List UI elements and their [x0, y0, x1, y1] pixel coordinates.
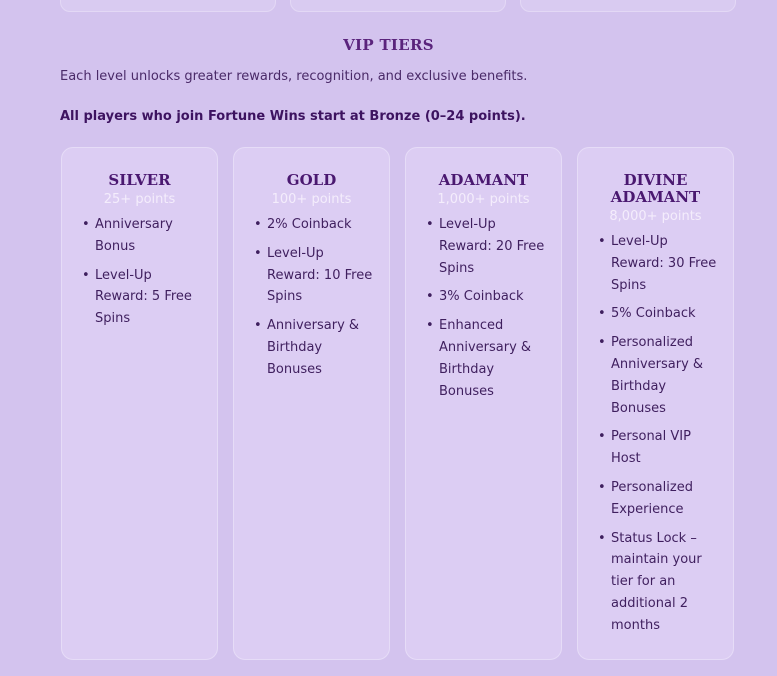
tier-name: DIVINE ADAMANT	[610, 171, 701, 206]
previous-card-3	[520, 0, 736, 12]
vip-intro-text: Each level unlocks greater rewards, recognition, and exclusive benefits.	[60, 69, 528, 84]
bronze-start-note: All players who join Fortune Wins start at Bronze (0–24 points).	[60, 109, 526, 124]
benefit-list	[406, 214, 561, 402]
tier-card-adamant	[405, 147, 562, 660]
benefit-item: • Status Lock – maintain your tier for an additional 2 months	[598, 528, 723, 637]
benefit-list	[62, 214, 217, 330]
vip-tiers-heading: VIP TIERS	[343, 36, 434, 54]
benefit-item: • 2% Coinback	[254, 214, 379, 236]
benefit-item: • Level-Up Reward: 5 Free Spins	[82, 265, 207, 330]
previous-card-1	[60, 0, 276, 12]
tier-points: 1,000+ points	[437, 192, 530, 207]
benefit-item: • Anniversary Bonus	[82, 214, 207, 258]
tier-card-divine-adamant	[577, 147, 734, 660]
previous-card-2	[290, 0, 506, 12]
benefit-item: • Personalized Experience	[598, 477, 723, 521]
tier-points: 100+ points	[271, 192, 352, 207]
tier-name: GOLD	[286, 171, 337, 189]
benefit-item: • Level-Up Reward: 30 Free Spins	[598, 231, 723, 296]
benefit-item: • Level-Up Reward: 20 Free Spins	[426, 214, 551, 279]
tier-points: 8,000+ points	[609, 209, 702, 224]
benefit-item: • Level-Up Reward: 10 Free Spins	[254, 243, 379, 308]
tier-name: ADAMANT	[438, 171, 529, 189]
tier-name: SILVER	[108, 171, 171, 189]
benefit-list	[578, 231, 733, 637]
benefit-list	[234, 214, 389, 381]
tier-points: 25+ points	[103, 192, 176, 207]
benefit-item: • Personal VIP Host	[598, 426, 723, 470]
tier-card-silver	[61, 147, 218, 660]
benefit-item: • 5% Coinback	[598, 303, 723, 325]
tier-card-gold	[233, 147, 390, 660]
benefit-item: • 3% Coinback	[426, 286, 551, 308]
benefit-item: • Anniversary & Birthday Bonuses	[254, 315, 379, 380]
benefit-item: • Enhanced Anniversary & Birthday Bonuses	[426, 315, 551, 402]
benefit-item: • Personalized Anniversary & Birthday Bonuses	[598, 332, 723, 419]
